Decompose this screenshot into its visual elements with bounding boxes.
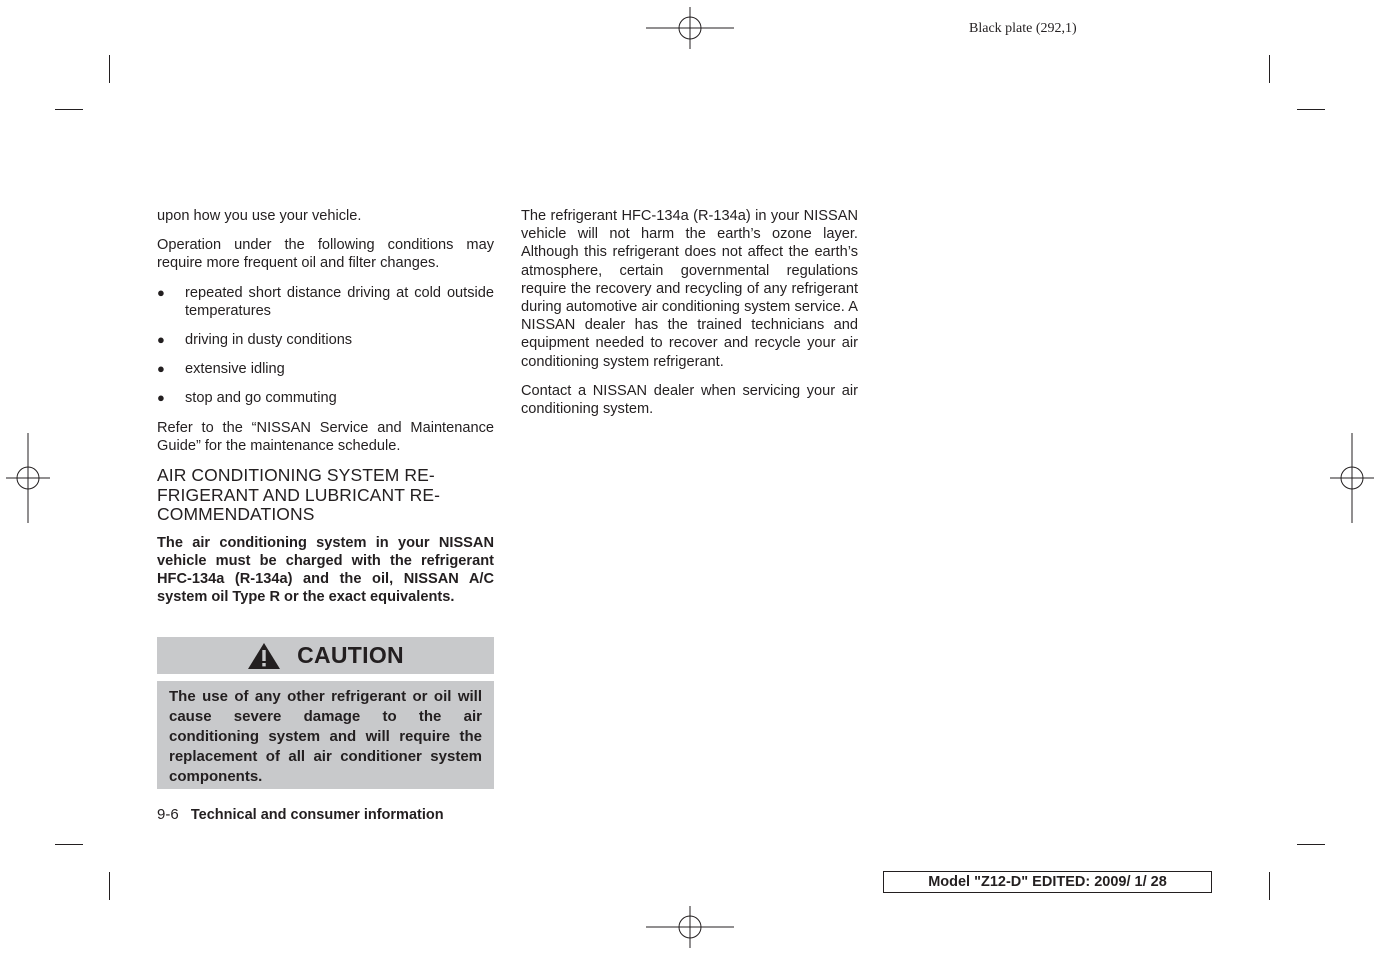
caution-header xyxy=(157,637,494,674)
intro-paragraph: upon how you use your vehicle. xyxy=(157,208,362,224)
refrigerant-requirement: The air conditioning system in your NISSAN vehicle must be charged with the refrigerant HFC-134a (R-134a) and the oil, NISSAN A/C system oil Type R or the exact equivalents. xyxy=(157,534,494,606)
caution-text: The use of any other refrigerant or oil will cause severe damage to the air conditioning system and will require the replacement of all air conditioner system components. xyxy=(157,681,494,789)
bullet-icon: ● xyxy=(157,332,165,348)
right-column xyxy=(521,207,858,429)
caution-title: CAUTION xyxy=(297,642,404,668)
list-item: ● extensive idling xyxy=(157,361,285,378)
registration-mark-bottom xyxy=(646,906,734,948)
bullet-icon: ● xyxy=(157,361,165,377)
crop-mark xyxy=(55,844,83,845)
conditions-paragraph: Operation under the following conditions may require more frequent oil and filter changes. xyxy=(157,237,494,272)
plate-label: Black plate (292,1) xyxy=(969,21,1077,36)
model-edited-box: Model "Z12-D" EDITED: 2009/ 1/ 28 xyxy=(883,871,1212,893)
list-item: ● stop and go commuting xyxy=(157,390,337,407)
page-number: 9-6 xyxy=(157,806,179,823)
crop-mark xyxy=(1269,872,1270,900)
crop-mark xyxy=(109,872,110,900)
list-item: ● repeated short distance driving at cold outside temperatures xyxy=(157,284,494,319)
section-heading: AIR CONDITIONING SYSTEM RE- FRIGERANT AND LUBRICANT RE- COMMENDATIONS xyxy=(157,465,441,525)
page-footer xyxy=(157,806,444,823)
conditions-list xyxy=(157,284,494,408)
registration-mark-left xyxy=(6,433,50,523)
crop-mark xyxy=(1297,109,1325,110)
registration-mark-top xyxy=(646,7,734,49)
bullet-icon: ● xyxy=(157,390,165,406)
crop-mark xyxy=(1297,844,1325,845)
bullet-icon: ● xyxy=(157,284,165,300)
crop-mark xyxy=(109,55,110,83)
refer-paragraph: Refer to the “NISSAN Service and Maintenance Guide” for the maintenance schedule. xyxy=(157,419,494,454)
list-item: ● driving in dusty conditions xyxy=(157,332,353,349)
left-column xyxy=(157,207,494,617)
ozone-paragraph: The refrigerant HFC-134a (R-134a) in your NISSAN vehicle will not harm the earth’s ozone layer. Although this refrigerant does not affect the earth’s atmosphere, certain governmental regulations require the recovery and recycling of any refrigerant during automotive air conditioning system service. A NISSAN dealer has the trained technicians and equipment needed to recover and recycle your air conditioning system refrigerant. xyxy=(521,208,858,370)
crop-mark xyxy=(55,109,83,110)
section-title: Technical and consumer information xyxy=(190,807,444,823)
dealer-paragraph: Contact a NISSAN dealer when servicing your air conditioning system. xyxy=(521,382,858,418)
registration-mark-right xyxy=(1330,433,1374,523)
warning-triangle-icon xyxy=(247,642,281,670)
crop-mark xyxy=(1269,55,1270,83)
